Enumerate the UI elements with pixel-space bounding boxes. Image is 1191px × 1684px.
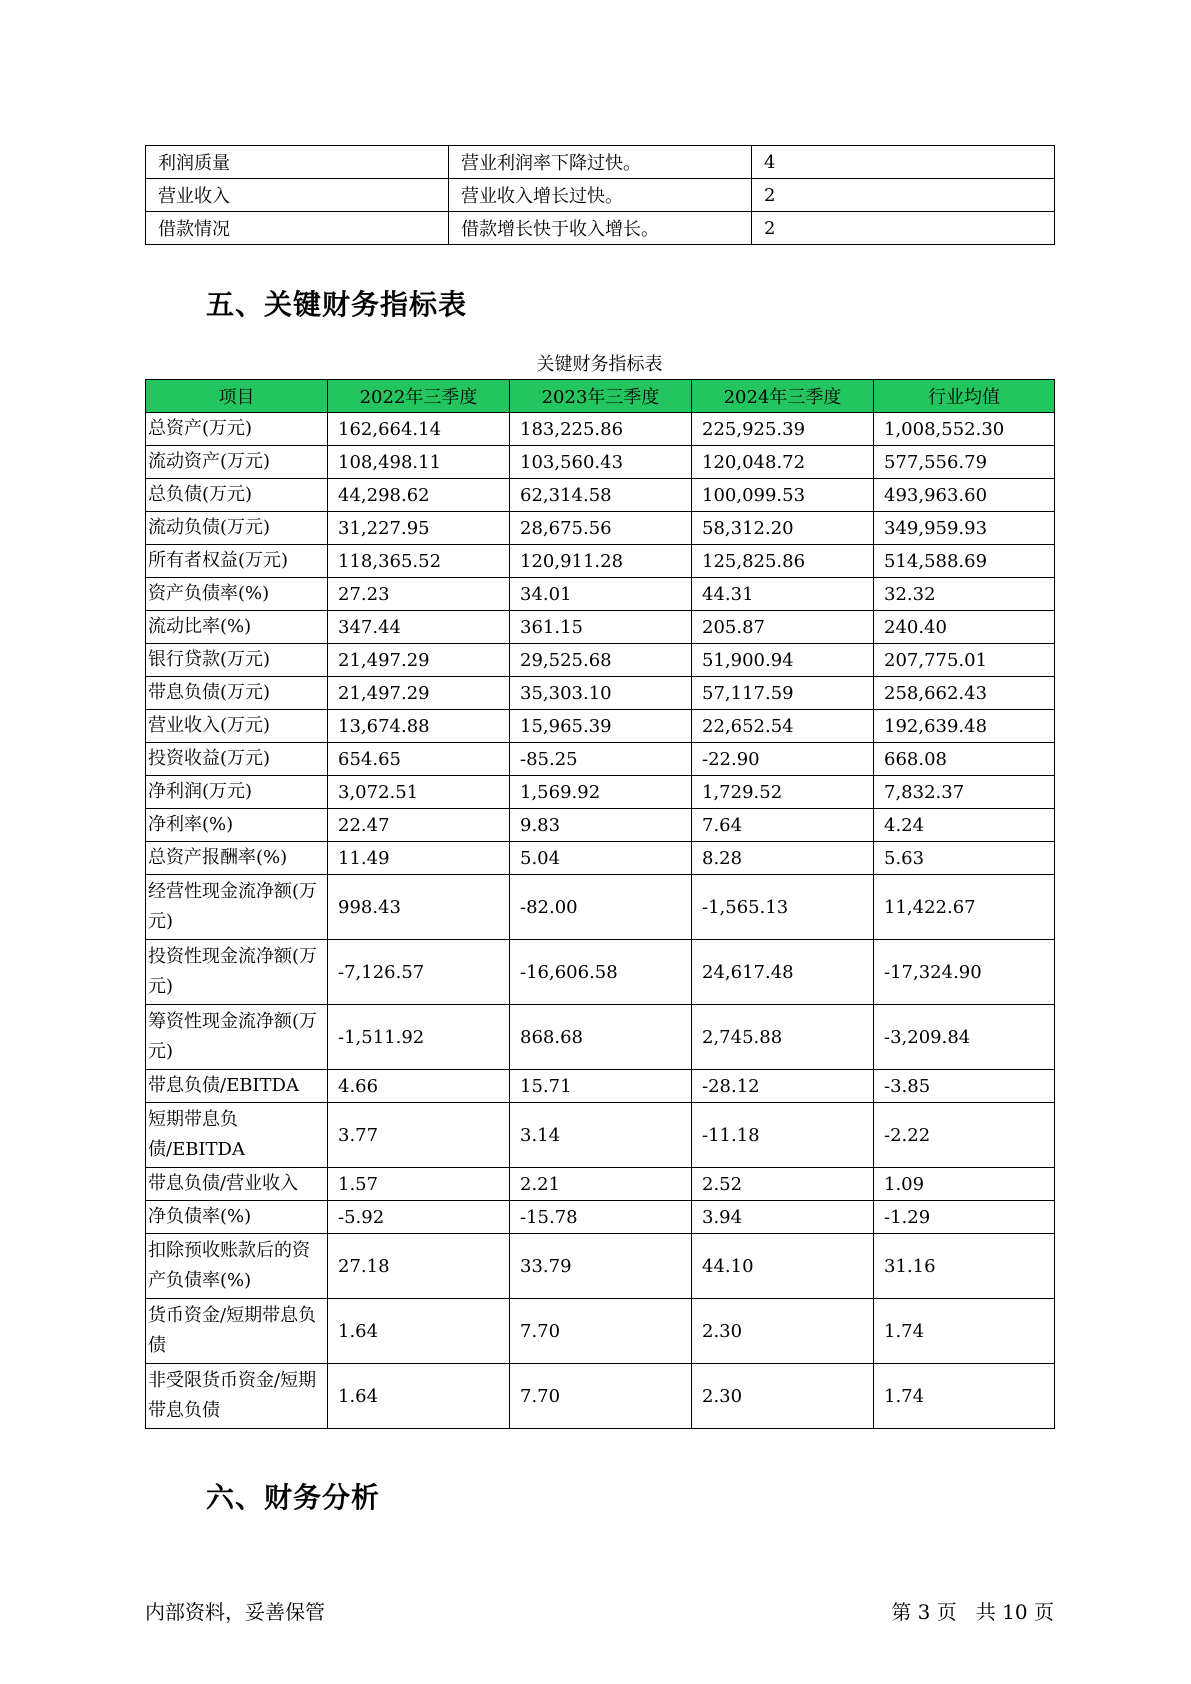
table-row [146,842,1055,875]
cell-industry-avg: 207,775.01 [874,644,1055,677]
cell-industry-avg: 1.74 [874,1364,1055,1429]
cell-2023-q3: 2.21 [510,1168,692,1201]
table-row [146,743,1055,776]
cell-industry-avg: 192,639.48 [874,710,1055,743]
table-row [146,776,1055,809]
cell-industry-avg: 493,963.60 [874,479,1055,512]
row-label: 总负债(万元) [146,479,328,512]
cell-2022-q3: 21,497.29 [328,677,510,710]
cell-2022-q3: -7,126.57 [328,940,510,1005]
table-caption: 关键财务指标表 [536,354,663,375]
column-header: 2023年三季度 [510,380,692,413]
risk-item: 营业收入 [146,179,449,212]
risk-issue: 借款增长快于收入增长。 [449,212,752,245]
cell-industry-avg: -3.85 [874,1070,1055,1103]
table-row [146,611,1055,644]
cell-2023-q3: 868.68 [510,1005,692,1070]
cell-2022-q3: 22.47 [328,809,510,842]
cell-industry-avg: -2.22 [874,1103,1055,1168]
table-row [146,710,1055,743]
confidentiality-notice: 内部资料，妥善保管 [145,1600,325,1624]
cell-industry-avg: 668.08 [874,743,1055,776]
column-header: 2024年三季度 [692,380,874,413]
cell-2023-q3: 29,525.68 [510,644,692,677]
column-header: 行业均值 [874,380,1055,413]
row-label: 非受限货币资金/短期带息负债 [146,1364,328,1429]
cell-2022-q3: 1.64 [328,1299,510,1364]
row-label: 净利率(%) [146,809,328,842]
table-row [146,212,1055,245]
cell-2024-q3: 44.10 [692,1234,874,1299]
cell-2023-q3: 7.70 [510,1364,692,1429]
table-row [146,809,1055,842]
cell-2024-q3: 2,745.88 [692,1005,874,1070]
cell-2024-q3: 44.31 [692,578,874,611]
row-label: 总资产(万元) [146,413,328,446]
table-row [146,1103,1055,1168]
cell-industry-avg: 349,959.93 [874,512,1055,545]
row-label: 扣除预收账款后的资产负债率(%) [146,1234,328,1299]
cell-2022-q3: 11.49 [328,842,510,875]
cell-2024-q3: 2.30 [692,1299,874,1364]
cell-2024-q3: 120,048.72 [692,446,874,479]
cell-2024-q3: 57,117.59 [692,677,874,710]
table-row [146,1234,1055,1299]
cell-industry-avg: -1.29 [874,1201,1055,1234]
cell-2023-q3: 33.79 [510,1234,692,1299]
table-row [146,1005,1055,1070]
cell-2023-q3: 28,675.56 [510,512,692,545]
cell-2024-q3: -22.90 [692,743,874,776]
table-row [146,446,1055,479]
risk-issue: 营业利润率下降过快。 [449,146,752,179]
cell-industry-avg: 240.40 [874,611,1055,644]
cell-2024-q3: 3.94 [692,1201,874,1234]
cell-industry-avg: 1.09 [874,1168,1055,1201]
cell-2022-q3: 44,298.62 [328,479,510,512]
row-label: 总资产报酬率(%) [146,842,328,875]
table-row [146,545,1055,578]
table-row [146,179,1055,212]
row-label: 投资性现金流净额(万元) [146,940,328,1005]
row-label: 短期带息负债/EBITDA [146,1103,328,1168]
cell-2024-q3: 2.30 [692,1364,874,1429]
cell-2022-q3: 1.64 [328,1364,510,1429]
cell-2024-q3: 225,925.39 [692,413,874,446]
row-label: 货币资金/短期带息负债 [146,1299,328,1364]
row-label: 带息负债/营业收入 [146,1168,328,1201]
row-label: 流动资产(万元) [146,446,328,479]
cell-industry-avg: 577,556.79 [874,446,1055,479]
cell-2022-q3: -1,511.92 [328,1005,510,1070]
cell-2023-q3: 183,225.86 [510,413,692,446]
row-label: 营业收入(万元) [146,710,328,743]
risk-item: 借款情况 [146,212,449,245]
risk-summary-table [145,145,1055,245]
cell-2024-q3: 2.52 [692,1168,874,1201]
column-header: 2022年三季度 [328,380,510,413]
table-row [146,1364,1055,1429]
cell-2022-q3: 27.18 [328,1234,510,1299]
cell-2024-q3: -11.18 [692,1103,874,1168]
row-label: 筹资性现金流净额(万元) [146,1005,328,1070]
cell-2022-q3: 347.44 [328,611,510,644]
key-financial-indicators-table [145,379,1055,1429]
column-header: 项目 [146,380,328,413]
cell-2022-q3: 13,674.88 [328,710,510,743]
section-heading-key-indicators: 五、关键财务指标表 [206,288,468,321]
cell-industry-avg: 11,422.67 [874,875,1055,940]
cell-2022-q3: -5.92 [328,1201,510,1234]
cell-2023-q3: 62,314.58 [510,479,692,512]
cell-2023-q3: 35,303.10 [510,677,692,710]
cell-2022-q3: 3,072.51 [328,776,510,809]
cell-2022-q3: 998.43 [328,875,510,940]
cell-2024-q3: 1,729.52 [692,776,874,809]
table-row [146,644,1055,677]
cell-2024-q3: 7.64 [692,809,874,842]
row-label: 流动负债(万元) [146,512,328,545]
cell-2023-q3: -85.25 [510,743,692,776]
cell-2022-q3: 31,227.95 [328,512,510,545]
table-row [146,1201,1055,1234]
row-label: 净负债率(%) [146,1201,328,1234]
cell-industry-avg: -3,209.84 [874,1005,1055,1070]
section-heading-financial-analysis: 六、财务分析 [206,1481,381,1514]
table-row [146,940,1055,1005]
table-row [146,146,1055,179]
row-label: 净利润(万元) [146,776,328,809]
cell-industry-avg: 5.63 [874,842,1055,875]
cell-industry-avg: 1,008,552.30 [874,413,1055,446]
cell-2023-q3: 103,560.43 [510,446,692,479]
cell-2023-q3: 1,569.92 [510,776,692,809]
page-number: 第 3 页 共 10 页 [891,1600,1054,1624]
cell-2023-q3: -82.00 [510,875,692,940]
cell-2023-q3: 5.04 [510,842,692,875]
risk-score: 2 [752,179,1055,212]
cell-industry-avg: 31.16 [874,1234,1055,1299]
cell-2024-q3: 22,652.54 [692,710,874,743]
cell-2024-q3: 205.87 [692,611,874,644]
cell-2023-q3: 361.15 [510,611,692,644]
cell-2024-q3: 58,312.20 [692,512,874,545]
cell-2024-q3: 24,617.48 [692,940,874,1005]
cell-industry-avg: 4.24 [874,809,1055,842]
table-row [146,1168,1055,1201]
cell-2023-q3: 15,965.39 [510,710,692,743]
table-row [146,578,1055,611]
row-label: 经营性现金流净额(万元) [146,875,328,940]
cell-industry-avg: 258,662.43 [874,677,1055,710]
risk-score: 4 [752,146,1055,179]
table-header-row [146,380,1055,413]
cell-2023-q3: 9.83 [510,809,692,842]
cell-2024-q3: -1,565.13 [692,875,874,940]
cell-2024-q3: 51,900.94 [692,644,874,677]
table-row [146,479,1055,512]
cell-2024-q3: 125,825.86 [692,545,874,578]
row-label: 投资收益(万元) [146,743,328,776]
row-label: 资产负债率(%) [146,578,328,611]
cell-2024-q3: 8.28 [692,842,874,875]
cell-2022-q3: 4.66 [328,1070,510,1103]
risk-score: 2 [752,212,1055,245]
cell-2024-q3: -28.12 [692,1070,874,1103]
row-label: 带息负债/EBITDA [146,1070,328,1103]
cell-2023-q3: 15.71 [510,1070,692,1103]
cell-industry-avg: 32.32 [874,578,1055,611]
table-row [146,1299,1055,1364]
cell-2023-q3: -15.78 [510,1201,692,1234]
cell-industry-avg: 7,832.37 [874,776,1055,809]
cell-2022-q3: 3.77 [328,1103,510,1168]
cell-2022-q3: 162,664.14 [328,413,510,446]
cell-2023-q3: 34.01 [510,578,692,611]
cell-2023-q3: 3.14 [510,1103,692,1168]
cell-2022-q3: 108,498.11 [328,446,510,479]
cell-2022-q3: 654.65 [328,743,510,776]
cell-2022-q3: 1.57 [328,1168,510,1201]
risk-item: 利润质量 [146,146,449,179]
table-row [146,1070,1055,1103]
cell-2022-q3: 118,365.52 [328,545,510,578]
row-label: 流动比率(%) [146,611,328,644]
row-label: 带息负债(万元) [146,677,328,710]
cell-2022-q3: 21,497.29 [328,644,510,677]
row-label: 所有者权益(万元) [146,545,328,578]
table-row [146,875,1055,940]
cell-2024-q3: 100,099.53 [692,479,874,512]
cell-2023-q3: -16,606.58 [510,940,692,1005]
cell-2023-q3: 120,911.28 [510,545,692,578]
cell-industry-avg: -17,324.90 [874,940,1055,1005]
cell-industry-avg: 1.74 [874,1299,1055,1364]
risk-issue: 营业收入增长过快。 [449,179,752,212]
cell-2023-q3: 7.70 [510,1299,692,1364]
table-row [146,512,1055,545]
table-row [146,413,1055,446]
row-label: 银行贷款(万元) [146,644,328,677]
cell-2022-q3: 27.23 [328,578,510,611]
cell-industry-avg: 514,588.69 [874,545,1055,578]
table-row [146,677,1055,710]
